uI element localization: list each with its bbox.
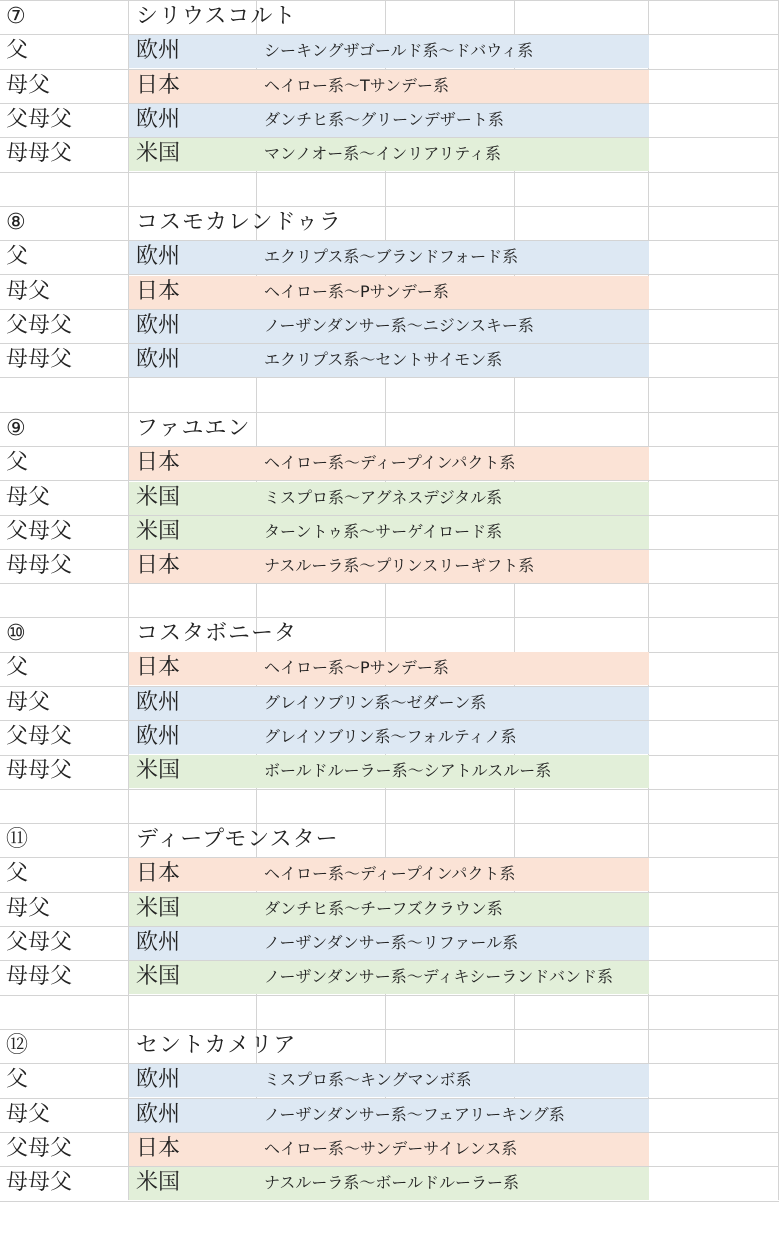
sire-line-cell: ノーザンダンサー系〜ニジンスキー系 (264, 316, 534, 335)
region-cell: 米国 (136, 896, 181, 921)
region-cell: 米国 (136, 141, 181, 166)
region-cell: 日本 (136, 553, 181, 578)
sire-line-cell: グレイソブリン系〜フォルティノ系 (264, 727, 517, 746)
pedigree-row (0, 892, 779, 926)
sire-line-cell: ナスルーラ系〜ボールドルーラー系 (264, 1173, 520, 1192)
pedigree-role-label: 父 (6, 38, 29, 63)
horse-section (0, 823, 779, 1029)
sire-line-cell: ボールドルーラー系〜シアトルスルー系 (264, 761, 552, 780)
section-header-row (0, 206, 779, 240)
pedigree-role-label: 母父 (6, 485, 51, 510)
region-cell: 日本 (136, 1136, 181, 1161)
pedigree-role-label: 母母父 (6, 1170, 73, 1195)
pedigree-row (0, 309, 779, 343)
sire-line-cell: ミスプロ系〜キングマンボ系 (264, 1070, 472, 1089)
sire-line-cell: ノーザンダンサー系〜フェアリーキング系 (264, 1105, 565, 1124)
pedigree-role-label: 母父 (6, 279, 51, 304)
region-cell: 欧州 (136, 107, 181, 132)
pedigree-row (0, 515, 779, 549)
region-cell: 日本 (136, 73, 181, 98)
pedigree-role-label: 母父 (6, 690, 51, 715)
horse-name: コスモカレンドゥラ (136, 210, 342, 235)
section-header-row (0, 0, 779, 34)
pedigree-row (0, 549, 779, 583)
horse-name: ファユエン (136, 416, 251, 441)
pedigree-row (0, 651, 779, 685)
pedigree-row (0, 857, 779, 891)
entry-number: ⑦ (6, 4, 26, 29)
entry-number: ⑪ (6, 827, 29, 852)
sire-line-cell: グレイソブリン系〜ゼダーン系 (264, 693, 487, 712)
sire-line-cell: ヘイロー系〜Pサンデー系 (264, 658, 449, 677)
horse-section (0, 0, 779, 206)
pedigree-role-label: 父母父 (6, 1136, 73, 1161)
sire-line-cell: ダンチヒ系〜チーフズクラウン系 (264, 899, 503, 918)
region-cell: 欧州 (136, 1102, 181, 1127)
pedigree-role-label: 母母父 (6, 964, 73, 989)
pedigree-row (0, 275, 779, 309)
pedigree-role-label: 母母父 (6, 553, 73, 578)
entry-number: ⑩ (6, 621, 26, 646)
sire-line-cell: マンノオー系〜インリアリティ系 (264, 144, 501, 163)
horse-section (0, 617, 779, 823)
pedigree-row (0, 34, 779, 68)
region-cell: 欧州 (136, 930, 181, 955)
pedigree-role-label: 母父 (6, 1102, 51, 1127)
entry-number: ⑨ (6, 416, 26, 441)
region-cell: 米国 (136, 519, 181, 544)
pedigree-role-label: 母母父 (6, 347, 73, 372)
region-cell: 米国 (136, 485, 181, 510)
pedigree-role-label: 父 (6, 244, 29, 269)
section-header-row (0, 412, 779, 446)
region-cell: 日本 (136, 655, 181, 680)
region-cell: 欧州 (136, 724, 181, 749)
horse-section (0, 1029, 779, 1235)
region-cell: 米国 (136, 758, 181, 783)
pedigree-role-label: 父母父 (6, 930, 73, 955)
region-cell: 欧州 (136, 1067, 181, 1092)
sire-line-cell: ノーザンダンサー系〜リファール系 (264, 933, 519, 952)
pedigree-row (0, 1063, 779, 1097)
region-cell: 日本 (136, 279, 181, 304)
pedigree-role-label: 母母父 (6, 141, 73, 166)
pedigree-row (0, 960, 779, 994)
sire-line-cell: ミスプロ系〜アグネスデジタル系 (264, 488, 503, 507)
pedigree-row (0, 1098, 779, 1132)
pedigree-role-label: 母母父 (6, 758, 73, 783)
pedigree-row (0, 446, 779, 480)
pedigree-row (0, 481, 779, 515)
sire-line-cell: ノーザンダンサー系〜ディキシーランドバンド系 (264, 967, 613, 986)
region-cell: 米国 (136, 1170, 181, 1195)
region-cell: 米国 (136, 964, 181, 989)
pedigree-row (0, 1166, 779, 1200)
sire-line-cell: ヘイロー系〜サンデーサイレンス系 (264, 1139, 518, 1158)
horse-name: コスタボニータ (136, 621, 298, 646)
sire-line-cell: ヘイロー系〜Pサンデー系 (264, 282, 449, 301)
horse-name: ディープモンスター (136, 827, 339, 852)
pedigree-row (0, 240, 779, 274)
pedigree-row (0, 137, 779, 171)
region-cell: 欧州 (136, 38, 181, 63)
pedigree-role-label: 父 (6, 1067, 29, 1092)
section-header-row (0, 1029, 779, 1063)
pedigree-role-label: 父母父 (6, 107, 73, 132)
sire-line-cell: ヘイロー系〜ディープインパクト系 (264, 453, 516, 472)
region-cell: 日本 (136, 450, 181, 475)
pedigree-role-label: 父母父 (6, 724, 73, 749)
horse-name: シリウスコルト (136, 4, 297, 29)
section-header-row (0, 823, 779, 857)
horse-section (0, 206, 779, 412)
pedigree-role-label: 父母父 (6, 313, 73, 338)
pedigree-row (0, 103, 779, 137)
sire-line-cell: シーキングザゴールド系〜ドバウィ系 (264, 41, 534, 60)
entry-number: ⑧ (6, 210, 26, 235)
sire-line-cell: ヘイロー系〜ディープインパクト系 (264, 864, 516, 883)
pedigree-role-label: 母父 (6, 896, 51, 921)
pedigree-row (0, 754, 779, 788)
entry-number: ⑫ (6, 1033, 29, 1058)
region-cell: 欧州 (136, 690, 181, 715)
pedigree-row (0, 720, 779, 754)
sire-line-cell: エクリプス系〜セントサイモン系 (264, 350, 503, 369)
sire-line-cell: ダンチヒ系〜グリーンデザート系 (264, 110, 504, 129)
pedigree-row (0, 69, 779, 103)
sire-line-cell: ヘイロー系〜Tサンデー系 (264, 76, 449, 95)
pedigree-role-label: 父 (6, 450, 29, 475)
region-cell: 日本 (136, 861, 181, 886)
pedigree-role-label: 父 (6, 655, 29, 680)
horse-name: セントカメリア (136, 1033, 297, 1058)
pedigree-role-label: 父母父 (6, 519, 73, 544)
region-cell: 欧州 (136, 347, 181, 372)
section-header-row (0, 617, 779, 651)
pedigree-row (0, 343, 779, 377)
sire-line-cell: エクリプス系〜ブランドフォード系 (264, 247, 519, 266)
pedigree-row (0, 686, 779, 720)
pedigree-row (0, 926, 779, 960)
pedigree-row (0, 1132, 779, 1166)
region-cell: 欧州 (136, 244, 181, 269)
sire-line-cell: ターントゥ系〜サーゲイロード系 (264, 522, 503, 541)
region-cell: 欧州 (136, 313, 181, 338)
pedigree-role-label: 父 (6, 861, 29, 886)
sire-line-cell: ナスルーラ系〜プリンスリーギフト系 (264, 556, 535, 575)
pedigree-role-label: 母父 (6, 73, 51, 98)
horse-section (0, 412, 779, 618)
